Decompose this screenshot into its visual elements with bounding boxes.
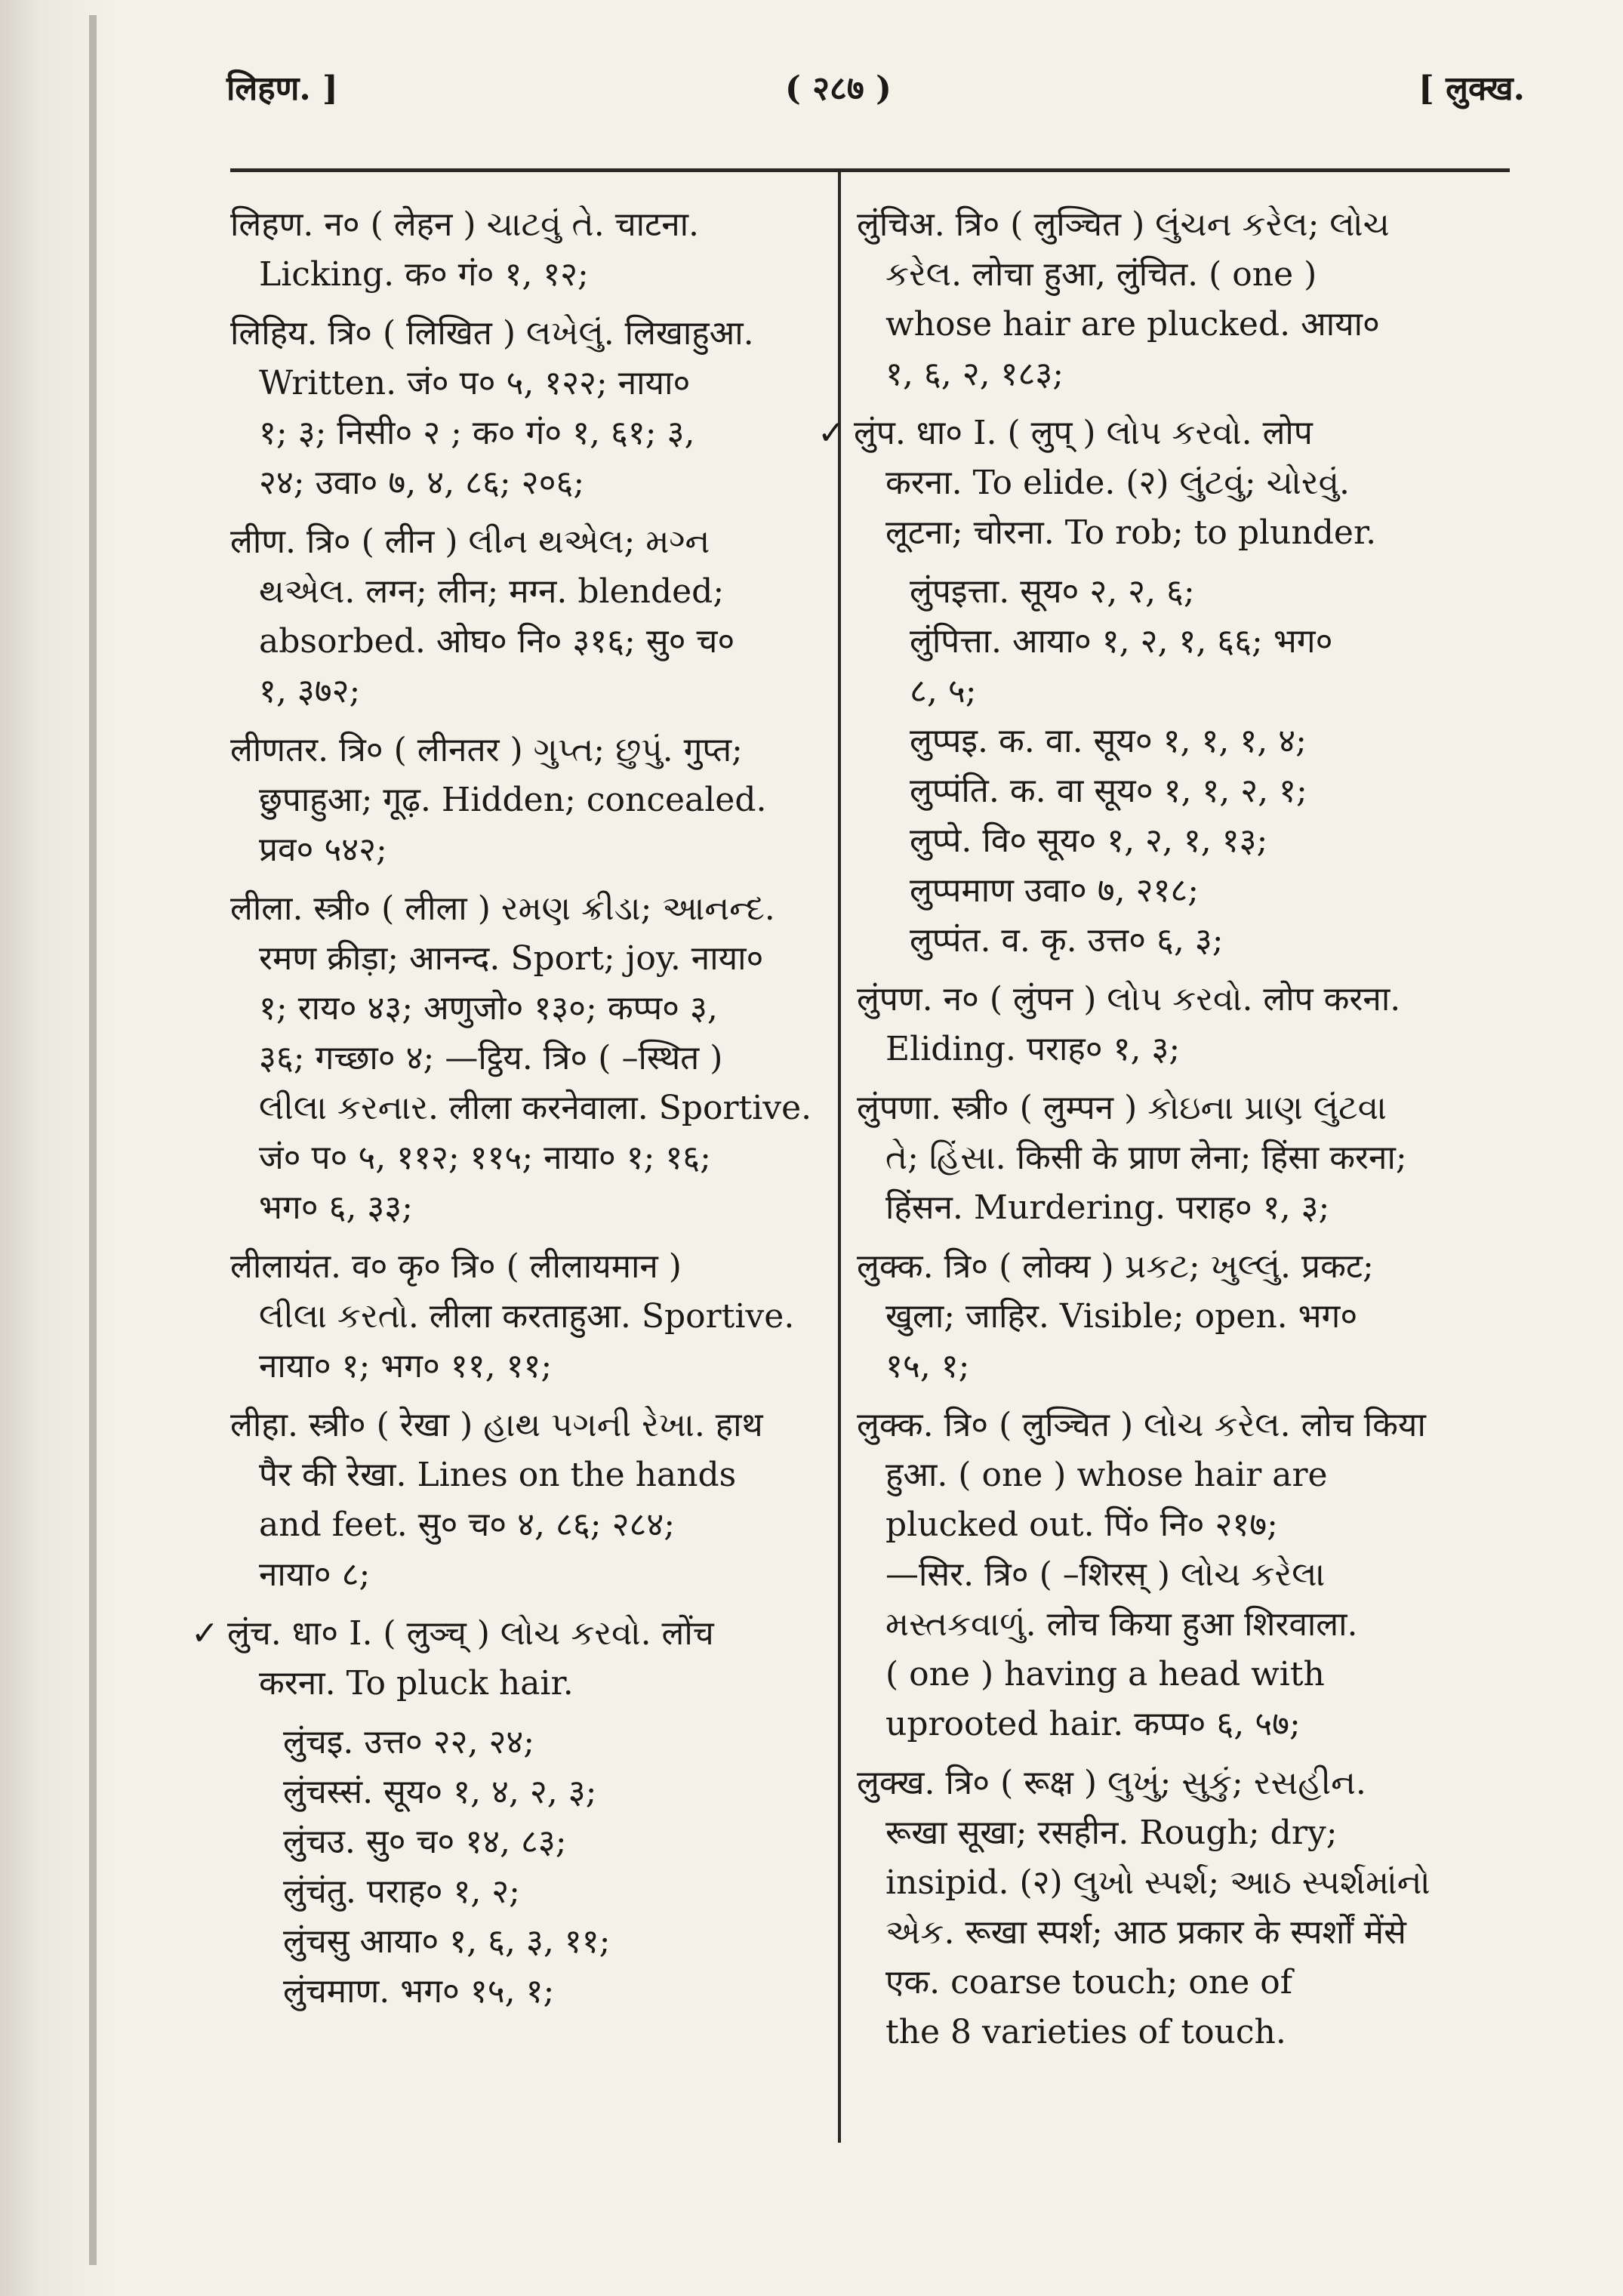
entry-text: करना. To elide. (२) લુંટવું; ચોરવું. — [885, 464, 1350, 502]
spine-edge — [89, 15, 97, 2265]
entry-text: लीणतर. त्रि० ( लीनतर ) ગુપ્ત; છુપું. गुप्त; — [230, 731, 743, 769]
entry-line — [857, 1808, 1495, 1858]
entry-line — [230, 775, 827, 825]
entry-text: लुक्क. त्रि० ( लोक्य ) પ્રકટ; ખુલ્લું. प्रकट; — [857, 1247, 1374, 1286]
entry-line — [230, 1292, 827, 1342]
dictionary-entry — [230, 884, 827, 1233]
entry-line — [230, 1450, 827, 1500]
entry-line — [230, 567, 827, 617]
page-header — [226, 64, 1525, 125]
entry-line — [230, 617, 827, 667]
entry-line — [857, 1133, 1495, 1183]
entry-text: लुंपण. न० ( लुंपन ) લોપ કરવો. लोप करना. — [857, 980, 1401, 1019]
dictionary-entry — [191, 1609, 827, 1709]
header-left-word: लिहण. ] — [226, 69, 338, 108]
entry-text: प्रव० ५४२; — [259, 831, 387, 869]
subform-line: लुंचइ. उत्त० २२, २४; — [283, 1723, 535, 1761]
subform-list — [230, 1718, 827, 2017]
entry-line — [857, 1292, 1495, 1342]
entry-line — [230, 1342, 827, 1391]
entry-text: १; राय० ४३; अणुजो० १३०; कप्प० ३, — [259, 989, 718, 1028]
entry-text: Written. जं० प० ५, १२२; नाया० — [259, 364, 691, 402]
dictionary-entry — [857, 200, 1495, 399]
entry-text: Eliding. पराह० १, ३; — [885, 1030, 1181, 1068]
entry-text: खुला; जाहिर. Visible; open. भग० — [885, 1297, 1358, 1336]
entry-line — [230, 458, 827, 508]
entry-headword-line — [230, 1242, 827, 1292]
entry-text: लुंप. धा० I. ( लुप् ) લોપ કરવો. लोप — [854, 414, 1313, 452]
entry-text: લીલા કરતો. लीला करताहुआ. Sportive. — [259, 1297, 795, 1336]
entry-text: મસ્તકવાળું. लोच किया हुआ शिरवाला. — [885, 1605, 1358, 1644]
entry-text: લીલા કરનાર. लीला करनेवाला. Sportive. — [259, 1089, 812, 1127]
subform-line: लुप्पमाण उवा० ७, २१८; — [910, 871, 1200, 910]
subform-line: लुंचमाण. भग० १५, १; — [283, 1972, 555, 2011]
page-number: ( २८७ ) — [785, 69, 892, 108]
subform-line: लुंचसु आया० १, ६, ३, ११; — [283, 1922, 611, 1961]
header-right-word: [ लुक्ख. — [1418, 69, 1525, 108]
entry-line — [230, 359, 827, 408]
entry-text: Licking. क० गं० १, १२; — [259, 255, 589, 294]
entry-text: १, ३७२; — [259, 672, 361, 710]
entry-text: plucked out. पिं० नि० २१७; — [885, 1505, 1278, 1544]
entry-text: the 8 varieties of touch. — [885, 2013, 1286, 2051]
entry-headword-line — [230, 726, 827, 775]
subform-line: लुंचंतु. पराह० १, २; — [283, 1872, 520, 1911]
entry-text: and feet. सु० च० ४, ८६; २८४; — [259, 1505, 676, 1544]
subform-line: लुप्पइ. क. वा. सूय० १, १, १, ४; — [910, 722, 1307, 760]
entry-line — [230, 1550, 827, 1600]
entry-headword-line — [857, 1083, 1495, 1133]
entry-text: छुपाहुआ; गूढ़. Hidden; concealed. — [259, 781, 767, 819]
entry-line — [857, 1600, 1495, 1650]
subform-list — [857, 567, 1495, 966]
dictionary-entry — [857, 1401, 1495, 1749]
entry-line — [857, 350, 1495, 399]
entry-line — [857, 250, 1495, 300]
entry-headword-line — [230, 1401, 827, 1450]
entry-line — [230, 667, 827, 717]
dictionary-entry — [230, 1242, 827, 1391]
entry-text: करना. To pluck hair. — [259, 1664, 574, 1703]
entry-text: કરેલ. लोचा हुआ, लुंचित. ( one ) — [885, 255, 1317, 294]
dictionary-entry — [230, 200, 827, 300]
entry-headword-line — [191, 1609, 827, 1659]
entry-headword-line — [230, 200, 827, 250]
entry-line — [857, 1700, 1495, 1749]
subform-line: लुप्पंति. क. वा सूय० १, १, २, १; — [910, 772, 1307, 810]
entry-line — [230, 1034, 827, 1083]
dictionary-entry — [857, 1758, 1495, 2057]
entry-line — [230, 1183, 827, 1233]
entry-text: તે; હિંસા. किसी के प्राण लेना; हिंसा करना; — [885, 1139, 1407, 1177]
entry-line — [857, 1342, 1495, 1391]
entry-headword-line — [857, 975, 1495, 1025]
entry-text: १, ६, २, १८३; — [885, 355, 1064, 393]
entry-text: ३६; गच्छा० ४; —ट्ठिय. त्रि० ( –स्थित ) — [259, 1039, 723, 1077]
entry-text: भग० ६, ३३; — [259, 1188, 414, 1227]
entry-line — [230, 934, 827, 984]
entry-text: नाया० ८; — [259, 1555, 371, 1594]
entry-line — [857, 1550, 1495, 1600]
right-column — [818, 200, 1495, 2133]
entry-line — [230, 1083, 827, 1133]
entry-headword-line — [230, 884, 827, 934]
root-checkmark-icon: ✓ — [191, 1614, 219, 1653]
subform-line: लुप्पे. वि० सूय० १, २, १, १३; — [910, 821, 1268, 860]
subform-line: लुंपित्ता. आया० १, २, १, ६६; भग० — [910, 622, 1333, 661]
entry-text: लुक्ख. त्रि० ( रूक्ष ) લુખું; સુકું; રસહીન. — [857, 1764, 1366, 1802]
dictionary-entry — [857, 1242, 1495, 1391]
entry-headword-line — [230, 309, 827, 359]
entry-text: लुंचिअ. त्रि० ( लुञ्चित ) લુંચન કરેલ; લોચ — [857, 205, 1390, 244]
entry-text: uprooted hair. कप्प० ६, ५७; — [885, 1705, 1301, 1743]
entry-text: insipid. (२) લુખો સ્પર્શ; આઠ સ્પર્શમાંનો — [885, 1863, 1431, 1902]
entry-text: —सिर. त्रि० ( –शिरस् ) લોચ કરેલા — [885, 1555, 1326, 1594]
dictionary-entry — [230, 309, 827, 508]
entry-text: २४; उवा० ७, ४, ८६; २०६; — [259, 464, 585, 502]
entry-text: लीला. स्त्री० ( लीला ) રમણ ક્રીડા; આનન્દ. — [230, 889, 775, 928]
entry-headword-line — [857, 1758, 1495, 1808]
entry-line — [230, 1659, 827, 1709]
entry-text: लीण. त्रि० ( लीन ) લીન થએલ; મગ્ન — [230, 522, 710, 561]
entry-text: लुंच. धा० I. ( लुञ्च् ) લોચ કરવો. लोंच — [227, 1614, 714, 1653]
entry-line — [230, 1133, 827, 1183]
entry-text: लुंपणा. स्त्री० ( लुम्पन ) કોઇના પ્રાણ લુંટવા — [857, 1089, 1387, 1127]
subform-line: लुंचउ. सु० च० १४, ८३; — [283, 1823, 567, 1861]
dictionary-entry — [230, 726, 827, 875]
entry-line — [230, 408, 827, 458]
entry-text: absorbed. ओघ० नि० ३१६; सु० च० — [259, 622, 735, 661]
entry-text: नाया० १; भग० ११, ११; — [259, 1347, 553, 1385]
dictionary-entry — [857, 975, 1495, 1074]
dictionary-entry — [857, 1083, 1495, 1233]
entry-headword-line — [857, 1242, 1495, 1292]
entry-text: whose hair are plucked. आया० — [885, 305, 1380, 344]
entry-text: १५, १; — [885, 1347, 970, 1385]
dictionary-entry — [230, 1401, 827, 1600]
entry-text: १; ३; निसी० २ ; क० गं० १, ६१; ३, — [259, 414, 695, 452]
entry-headword-line — [230, 517, 827, 567]
dictionary-entry — [818, 408, 1495, 558]
subform-line: ८, ५; — [910, 672, 977, 710]
entry-line — [857, 508, 1495, 558]
entry-text: हिंसन. Murdering. पराह० १, ३; — [885, 1188, 1330, 1227]
entry-text: लीहा. स्त्री० ( रेखा ) હાથ પગની રેખા. हाथ — [230, 1406, 763, 1444]
entry-text: लिहिय. त्रि० ( लिखित ) લખેલું. लिखाहुआ. — [230, 314, 754, 353]
entry-line — [857, 1858, 1495, 1908]
column-divider — [838, 172, 841, 2143]
subform-line: लुंचस्सं. सूय० १, ४, २, ३; — [283, 1773, 597, 1811]
entry-line — [230, 825, 827, 875]
entry-line — [857, 300, 1495, 350]
subform-line: लुप्पंत. व. कृ. उत्त० ६, ३; — [910, 921, 1224, 960]
entry-text: ( one ) having a head with — [885, 1655, 1325, 1693]
entry-text: जं० प० ५, ११२; ११५; नाया० १; १६; — [259, 1139, 711, 1177]
entry-line — [857, 458, 1495, 508]
entry-headword-line — [818, 408, 1495, 458]
entry-text: लिहण. न० ( लेहन ) ચાટવું તે. चाटना. — [230, 205, 700, 244]
entry-text: એક. रूखा स्पर्श; आठ प्रकार के स्पर्शों मेंसे — [885, 1913, 1406, 1952]
entry-line — [857, 1025, 1495, 1074]
entry-text: रूखा सूखा; रसहीन. Rough; dry; — [885, 1814, 1338, 1852]
entry-line — [230, 1500, 827, 1550]
entry-line — [857, 1450, 1495, 1500]
entry-line — [857, 1650, 1495, 1700]
entry-text: एक. coarse touch; one of — [885, 1963, 1293, 2002]
entry-text: हुआ. ( one ) whose hair are — [885, 1456, 1328, 1494]
entry-text: लुक्क. त्रि० ( लुञ्चित ) લોચ કરેલ. लोच किया — [857, 1406, 1426, 1444]
entry-text: लीलायंत. व० कृ० त्रि० ( लीलायमान ) — [230, 1247, 682, 1286]
entry-line — [857, 1958, 1495, 2008]
entry-line — [230, 984, 827, 1034]
header-rule — [230, 168, 1510, 172]
entry-headword-line — [857, 1401, 1495, 1450]
subform-line: लुंपइत्ता. सूय० २, २, ६; — [910, 572, 1195, 611]
dictionary-entry — [230, 517, 827, 717]
entry-line — [857, 1908, 1495, 1958]
entry-line — [230, 250, 827, 300]
entry-text: लूटना; चोरना. To rob; to plunder. — [885, 513, 1377, 552]
left-column — [191, 200, 827, 2133]
root-checkmark-icon: ✓ — [818, 414, 845, 452]
entry-text: रमण क्रीड़ा; आनन्द. Sport; joy. नाया० — [259, 939, 764, 978]
entry-line — [857, 2008, 1495, 2057]
entry-headword-line — [857, 200, 1495, 250]
entry-line — [857, 1183, 1495, 1233]
entry-text: पैर की रेखा. Lines on the hands — [259, 1456, 737, 1494]
entry-line — [857, 1500, 1495, 1550]
entry-text: થએલ. लग्न; लीन; मग्न. blended; — [259, 572, 725, 611]
